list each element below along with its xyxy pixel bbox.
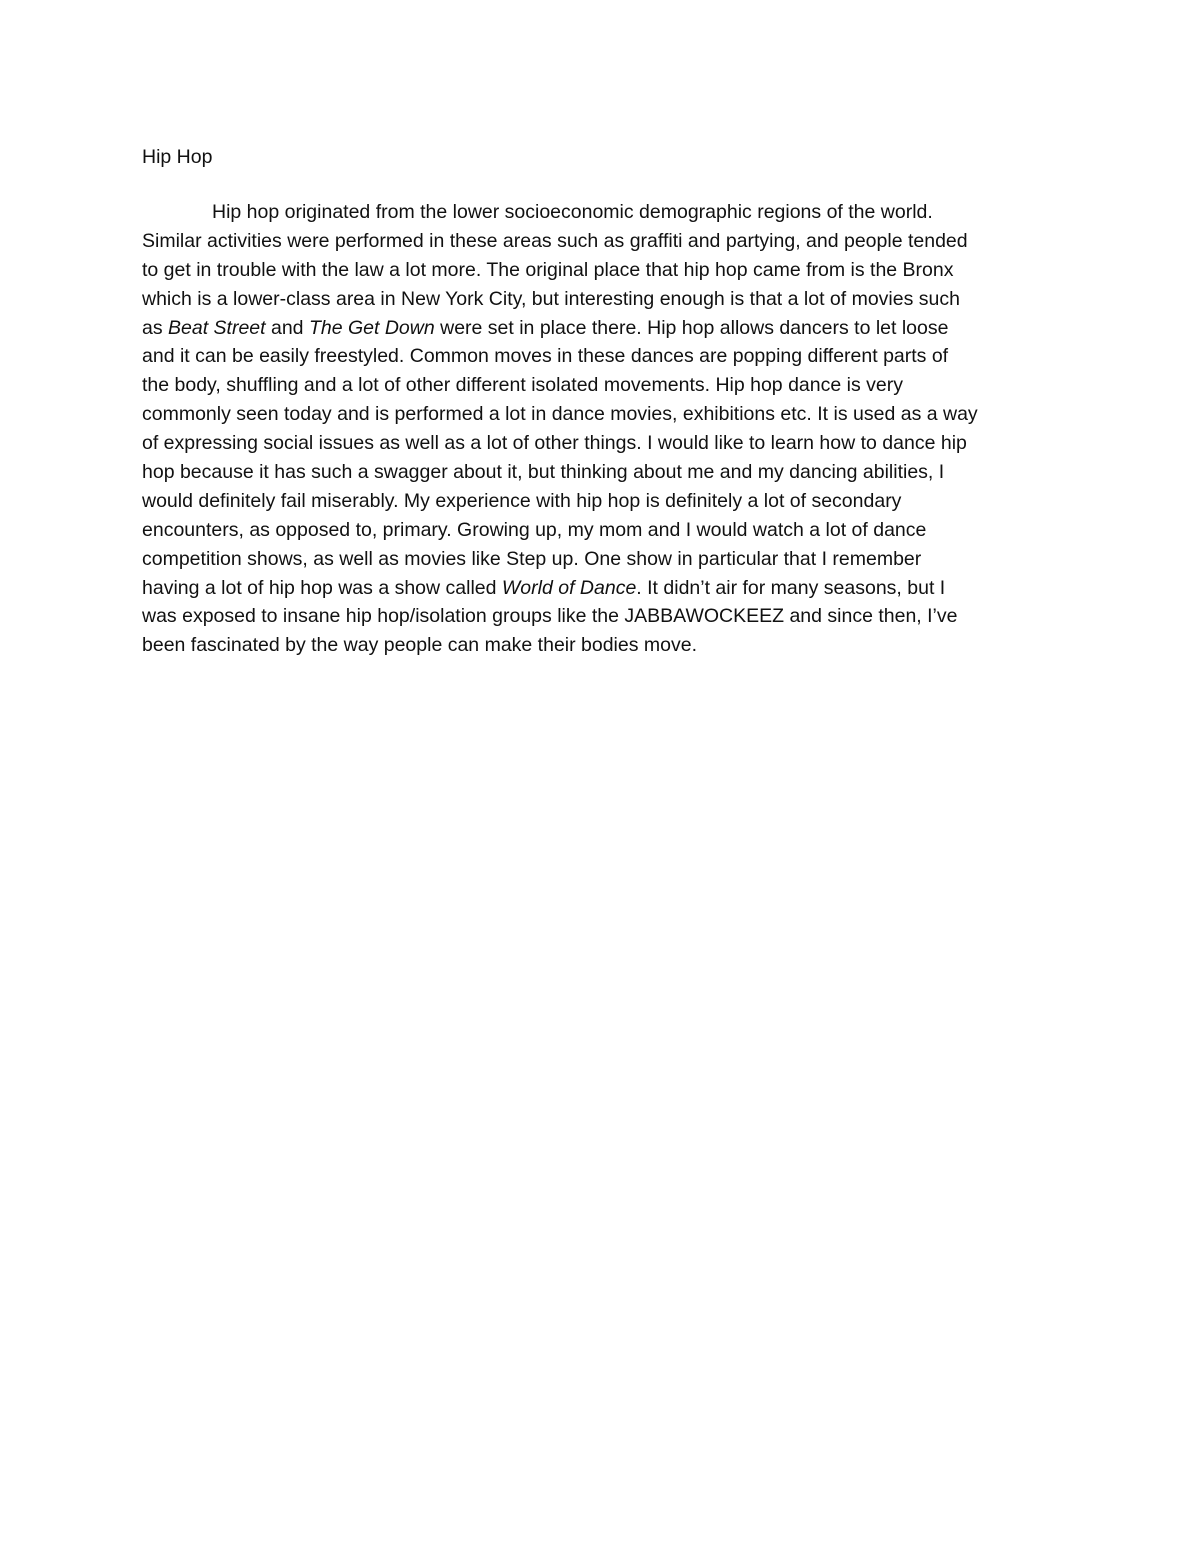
paragraph-line — [142, 602, 1062, 631]
line-text: was exposed to insane hip hop/isolation groups like the JABBAWOCKEEZ and since then, I’ve — [142, 605, 958, 628]
paragraph-line — [142, 429, 1062, 458]
paragraph-line — [142, 198, 1062, 227]
body-paragraph — [142, 198, 1062, 660]
paragraph-line — [142, 342, 1062, 371]
paragraph-line — [142, 458, 1062, 487]
show-title-world-of-dance: World of Dance — [501, 576, 637, 599]
movie-title-beat-street: Beat Street — [168, 316, 266, 339]
paragraph-line — [142, 400, 1062, 429]
line-text: of expressing social issues as well as a lot of other things. I would like to learn how to dance hip — [142, 432, 967, 455]
line-text: the body, shuffling and a lot of other different isolated movements. Hip hop dance is very — [142, 374, 903, 397]
paragraph-line — [142, 314, 1062, 343]
line-text: Similar activities were performed in these areas such as graffiti and partying, and people tended — [142, 229, 968, 252]
line-text: and — [265, 316, 309, 339]
line-text: encounters, as opposed to, primary. Growing up, my mom and I would watch a lot of dance — [142, 518, 927, 541]
line-text: hop because it has such a swagger about it, but thinking about me and my dancing abilities, I — [142, 461, 945, 484]
paragraph-line — [142, 371, 1062, 400]
movie-title-the-get-down: The Get Down — [308, 316, 435, 339]
line-text: competition shows, as well as movies like Step up. One show in particular that I remember — [142, 547, 922, 570]
line-text: would definitely fail miserably. My experience with hip hop is definitely a lot of secondary — [142, 489, 902, 512]
paragraph-line — [142, 631, 1062, 660]
document-title: Hip Hop — [142, 146, 213, 168]
line-text: were set in place there. Hip hop allows dancers to let loose — [434, 316, 949, 339]
paragraph-line — [142, 516, 1062, 545]
line-text: having a lot of hip hop was a show called — [142, 576, 502, 599]
paragraph-line — [142, 574, 1062, 603]
paragraph-line — [142, 487, 1062, 516]
line-text: Hip hop originated from the lower socioeconomic demographic regions of the world. — [212, 201, 933, 223]
paragraph-line — [142, 256, 1062, 285]
paragraph-line — [142, 545, 1062, 574]
line-text: and it can be easily freestyled. Common moves in these dances are popping different parts of — [142, 345, 949, 368]
line-text: commonly seen today and is performed a lot in dance movies, exhibitions etc. It is used as a way — [142, 403, 978, 426]
line-text: to get in trouble with the law a lot more. The original place that hip hop came from is the Bronx — [142, 258, 954, 281]
line-text: as — [142, 316, 169, 339]
paragraph-line — [142, 285, 1062, 314]
line-text: which is a lower-class area in New York City, but interesting enough is that a lot of movies such — [142, 287, 960, 310]
paragraph-line — [142, 227, 1062, 256]
line-text: been fascinated by the way people can make their bodies move. — [142, 634, 698, 657]
line-text: . It didn’t air for many seasons, but I — [636, 576, 946, 599]
